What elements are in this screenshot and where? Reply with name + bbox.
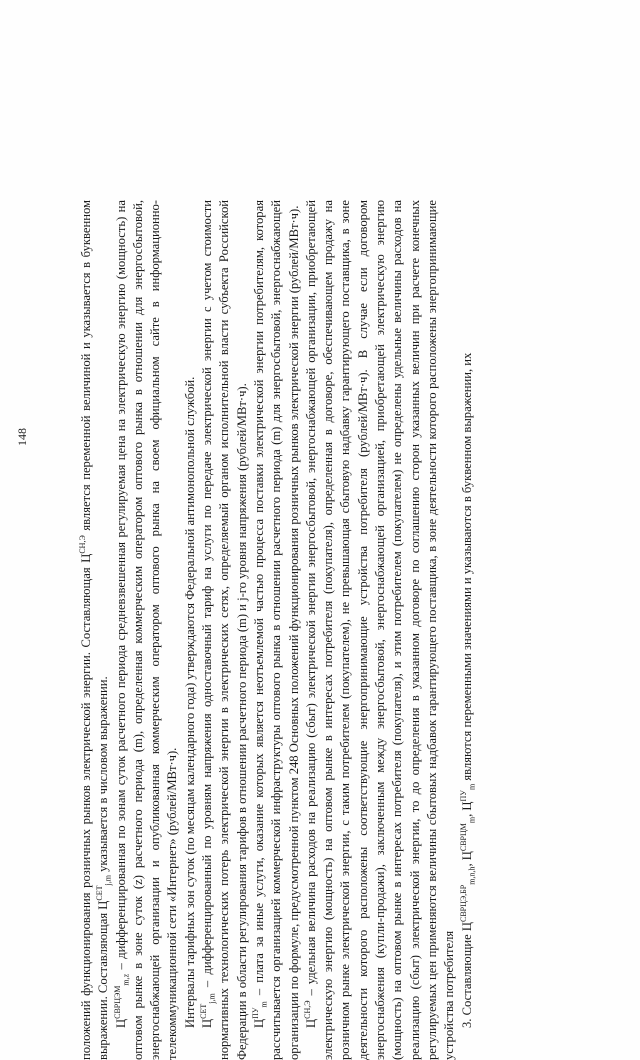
paragraph-5: $Ц^{ПУ}_m$ – плата за иные услуги, оказание которых является неотъемлемой частью процесса поставки электрической энергии потребителям, которая рассчитывается организацией коммерческой инфраструктуры оптового рынка в отношении расчетного периода (m) для энергосбытовой, энергоснабжающей организации по формуле, предусмотренной пунктом 248 Основных положений функционирования розничных рынков электрической энергии (рублей/МВт·ч). [250,200,301,1060]
page-number: 148 [15,428,29,446]
paragraph-7: 3. Составляющие $Ц^{СВРЦЭ,БР}_{m,n,h}$, $Ц^{СВРЦМ}_m$, $Ц^{ПУ}_m$ являются переменными значениями и указываются в буквенном выражении, их [458,352,477,1028]
symbol-c-sn-e-def: $Ц^{СН,Э}$ [302,1000,318,1028]
paragraph-3: Интервалы тарифных зон суток (по месяцам календарного года) утверждаются Федеральной антимонопольной службой. [182,376,197,1028]
paragraph-4: $Ц^{СЕТ}_{j,m}$ – дифференцированный по уровням напряжения одноставочный тариф на услуги по передаче электрической энергии с учетом стоимости нормативных технологических потерь электрической энергии в электрических сетях, определяемый органом исполнительной власти субъекта Российской Федерации в области регулирования тарифов в отношении расчетного периода (m) и j-го уровня напряжения (рублей/МВт·ч). [198,200,249,1060]
symbol-c-svrcm: $Ц^{СВРЦМ}_m$ [458,816,477,861]
symbol-c-set-def: $Ц^{СЕТ}_{j,m}$ [198,993,217,1028]
symbol-c-set: $Ц^{СЕТ}_{j,m}$ [95,875,113,910]
paragraph-6: $Ц^{СН,Э}$ – удельная величина расходов на реализацию (сбыт) электрической энергии энергосбытовой, энергоснабжающей организации, приобретающей электрическую энергию (мощность) на оптовом рынке в интересах потребителя (покупателя), определенная в договоре, обеспечивающем продажу на розничном рынке электрической энергии, с таким потребителем (покупателем), не превышающая сбытовую надбавку гарантирующего поставщика, в зоне деятельности которого расположены соответствующие энергопринимающие устройства потребителя (рублей/МВт·ч). В случае если договором энергоснабжения (купли-продажи), заключенным между энергосбытовой, энергоснабжающей организацией, приобретающей электрическую энергию (мощность) на оптовом рынке в интересах потребителя (покупателя), и этим потребителем (покупателем) не определены удельные величины расходов на реализацию (сбыт) электрической энергии, то до определения в указанном договоре по соглашению сторон указанных величин при расчете конечных регулируемых цен применяются величины сбытовых надбавок гарантирующего поставщика, в зоне деятельности которого расположены энергопринимающие устройства потребителя [302,200,457,1060]
symbol-c-svrce-br: $Ц^{СВРЦЭ,БР}_{m,n,h}$ [458,866,477,932]
paragraph-2: $Ц^{СВРЦЭМ}_{m,z}$ – дифференцированная по зонам суток расчетного периода средневзвешенная регулируемая цена на электрическую энергию (мощность) на оптовом рынке в зоне суток (z) расчетного периода (m), определенная коммерческим оператором оптового рынка в отношении для энергосбытовой, энергоснабжающей организации и опубликованная коммерческим оператором оптового рынка на своем официальном сайте в информационно-телекоммуникационной сети «Интернет» (рублей/МВт·ч). [112,200,180,1060]
symbol-c-sn-e: $Ц^{СН,Э}$ [77,535,93,563]
symbol-c-svrcem: $Ц^{СВРЦЭМ}_{m,z}$ [112,973,131,1028]
symbol-c-pu-2: $Ц^{ПУ}_m$ [458,783,477,811]
rotated-text-block [78,200,638,1060]
symbol-c-pu: $Ц^{ПУ}_m$ [250,1001,269,1028]
paragraph-1: положений функционирования розничных рынков электрической энергии. Составляющая $Ц^{СН,Э}$ является переменной величиной и указывается в буквенном выражении. Составляющая $Ц^{СЕТ}_{j,m}$ указывается в числовом выражении. [77,200,113,1060]
